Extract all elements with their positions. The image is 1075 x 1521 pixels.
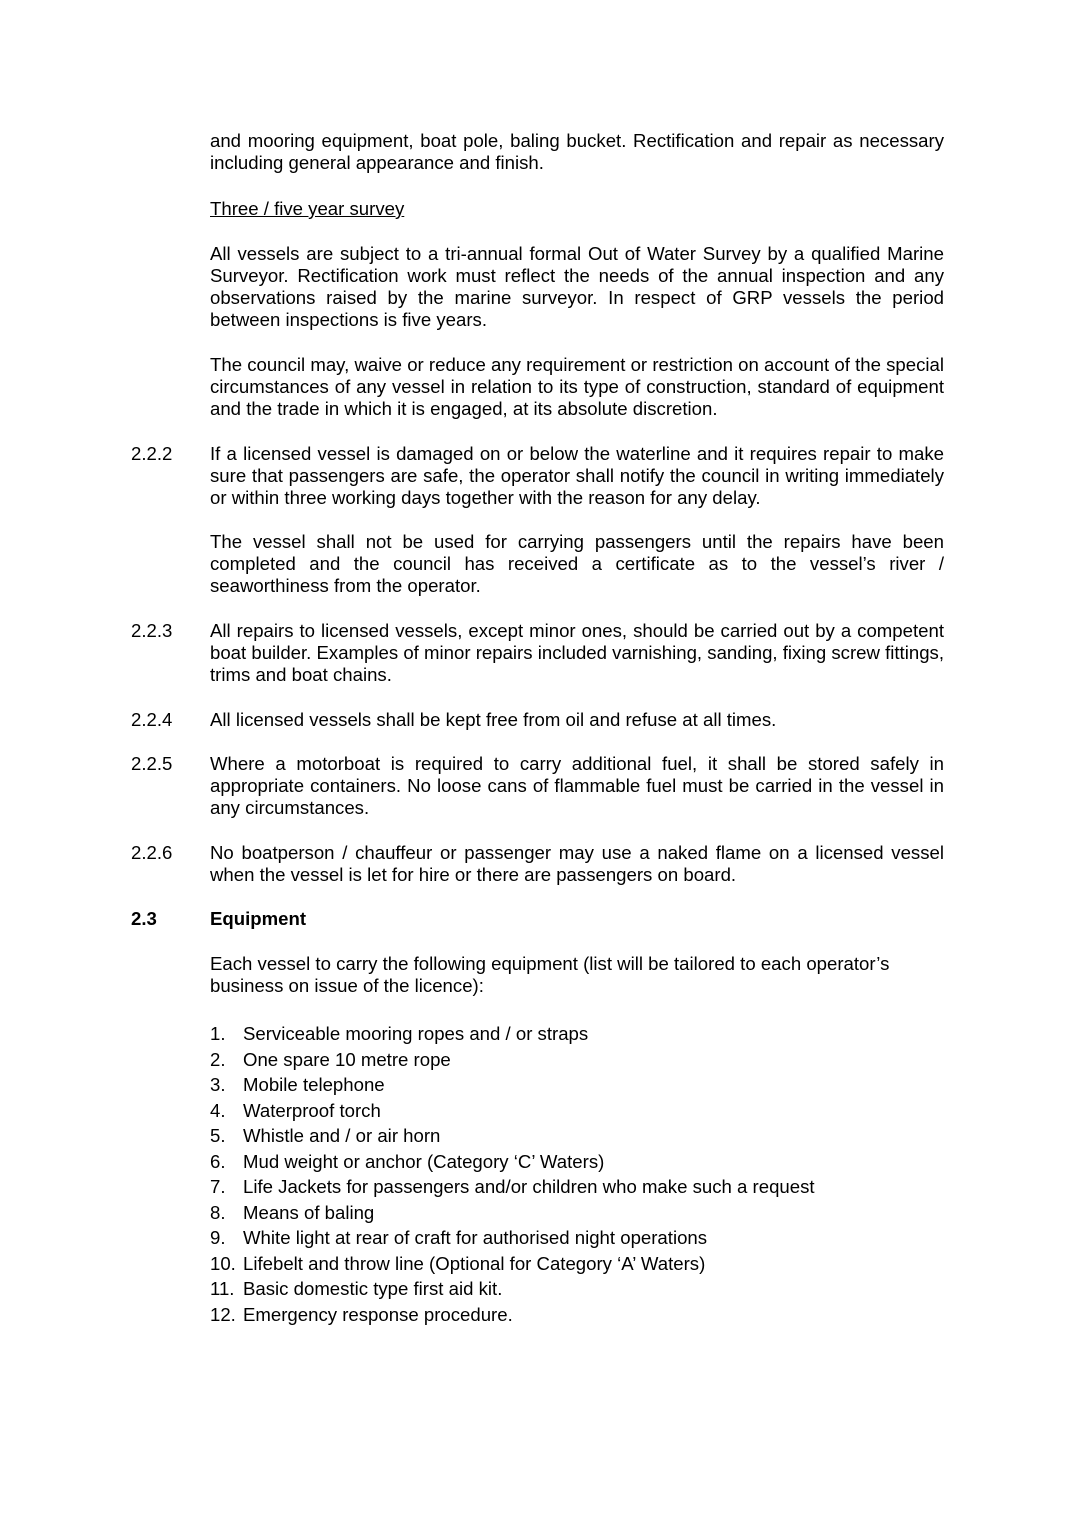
section-title: Equipment: [210, 908, 307, 929]
clause-paragraph: If a licensed vessel is damaged on or below the waterline and it requires repair to make sure that passengers are safe, the operator shall notify the council in writing immediately or within three working days together with the reason for any delay.: [210, 443, 944, 508]
list-item-text: Whistle and / or air horn: [243, 1125, 441, 1146]
list-item: [210, 1200, 815, 1226]
clause-number: 2.2.6: [131, 842, 173, 863]
list-item-text: Life Jackets for passengers and/or children who make such a request: [243, 1176, 815, 1197]
list-item: [210, 1021, 815, 1047]
clause-number: 2.2.3: [131, 620, 173, 641]
clause-paragraph: All licensed vessels shall be kept free from oil and refuse at all times.: [210, 709, 777, 730]
list-item-number: 1.: [210, 1023, 226, 1044]
clause-paragraph: No boatperson / chauffeur or passenger may use a naked flame on a licensed vessel when the vessel is let for hire or there are passengers on board.: [210, 842, 944, 885]
clause-number: 2.2.4: [131, 709, 173, 730]
list-item-number: 11.: [210, 1278, 235, 1299]
survey-paragraph-2: The council may, waive or reduce any requirement or restriction on account of the special circumstances of any vessel in relation to its type of construction, standard of equipment and the trade in which it is engaged, at its absolute discretion.: [210, 354, 944, 419]
list-item-text: Basic domestic type first aid kit.: [243, 1278, 503, 1299]
list-item-text: One spare 10 metre rope: [243, 1048, 451, 1070]
list-item-text: Serviceable mooring ropes and / or straps: [243, 1023, 589, 1044]
list-item-number: 2.: [210, 1048, 226, 1070]
intro-paragraph: and mooring equipment, boat pole, baling bucket. Rectification and repair as necessary including general appearance and finish.: [210, 130, 944, 173]
list-item: [210, 1098, 815, 1124]
list-item-text: Mobile telephone: [243, 1074, 385, 1095]
list-item-text: White light at rear of craft for authorised night operations: [243, 1227, 708, 1248]
section-intro: Each vessel to carry the following equipment (list will be tailored to each operator’s business on issue of the licence):: [210, 953, 890, 996]
list-item: [210, 1047, 815, 1073]
list-item: [210, 1251, 815, 1277]
list-item-number: 7.: [210, 1176, 226, 1197]
list-item-number: 10.: [210, 1252, 236, 1274]
list-item: [210, 1149, 815, 1175]
clause-paragraph: All repairs to licensed vessels, except minor ones, should be carried out by a competent boat builder. Examples of minor repairs included varnishing, sanding, fixing screw fittings, trims and boat chains.: [210, 620, 944, 685]
clause-number: 2.2.2: [131, 443, 173, 464]
list-item-text: Mud weight or anchor (Category ‘C’ Waters): [243, 1150, 605, 1172]
list-item: [210, 1276, 815, 1302]
clause-paragraph: Where a motorboat is required to carry additional fuel, it shall be stored safely in appropriate containers. No loose cans of flammable fuel must be carried in the vessel in any circumstances.: [210, 753, 944, 818]
list-item-number: 6.: [210, 1150, 226, 1172]
list-item-number: 3.: [210, 1074, 226, 1095]
survey-heading: Three / five year survey: [210, 198, 405, 219]
list-item-number: 9.: [210, 1227, 226, 1248]
survey-paragraph-1: All vessels are subject to a tri-annual formal Out of Water Survey by a qualified Marine Surveyor. Rectification work must reflect the needs of the annual inspection and any observations raised by the marine surveyor. In respect of GRP vessels the period between inspections is five years.: [210, 243, 944, 330]
list-item-number: 12.: [210, 1303, 236, 1325]
list-item-text: Means of baling: [243, 1201, 375, 1223]
clause-number: 2.2.5: [131, 753, 173, 774]
list-item: [210, 1225, 815, 1251]
list-item: [210, 1072, 815, 1098]
list-item-text: Lifebelt and throw line (Optional for Category ‘A’ Waters): [243, 1252, 706, 1274]
list-item: [210, 1123, 815, 1149]
list-item: [210, 1302, 815, 1328]
list-item-text: Waterproof torch: [243, 1099, 381, 1121]
clause-paragraph: The vessel shall not be used for carrying passengers until the repairs have been completed and the council has received a certificate as to the vessel’s river / seaworthiness from the operator.: [210, 531, 944, 596]
list-item: [210, 1174, 815, 1200]
list-item-number: 5.: [210, 1125, 226, 1146]
list-item-number: 4.: [210, 1099, 226, 1121]
list-item-number: 8.: [210, 1201, 226, 1223]
equipment-list: [210, 1021, 815, 1327]
list-item-text: Emergency response procedure.: [243, 1303, 513, 1325]
section-number: 2.3: [131, 908, 157, 929]
